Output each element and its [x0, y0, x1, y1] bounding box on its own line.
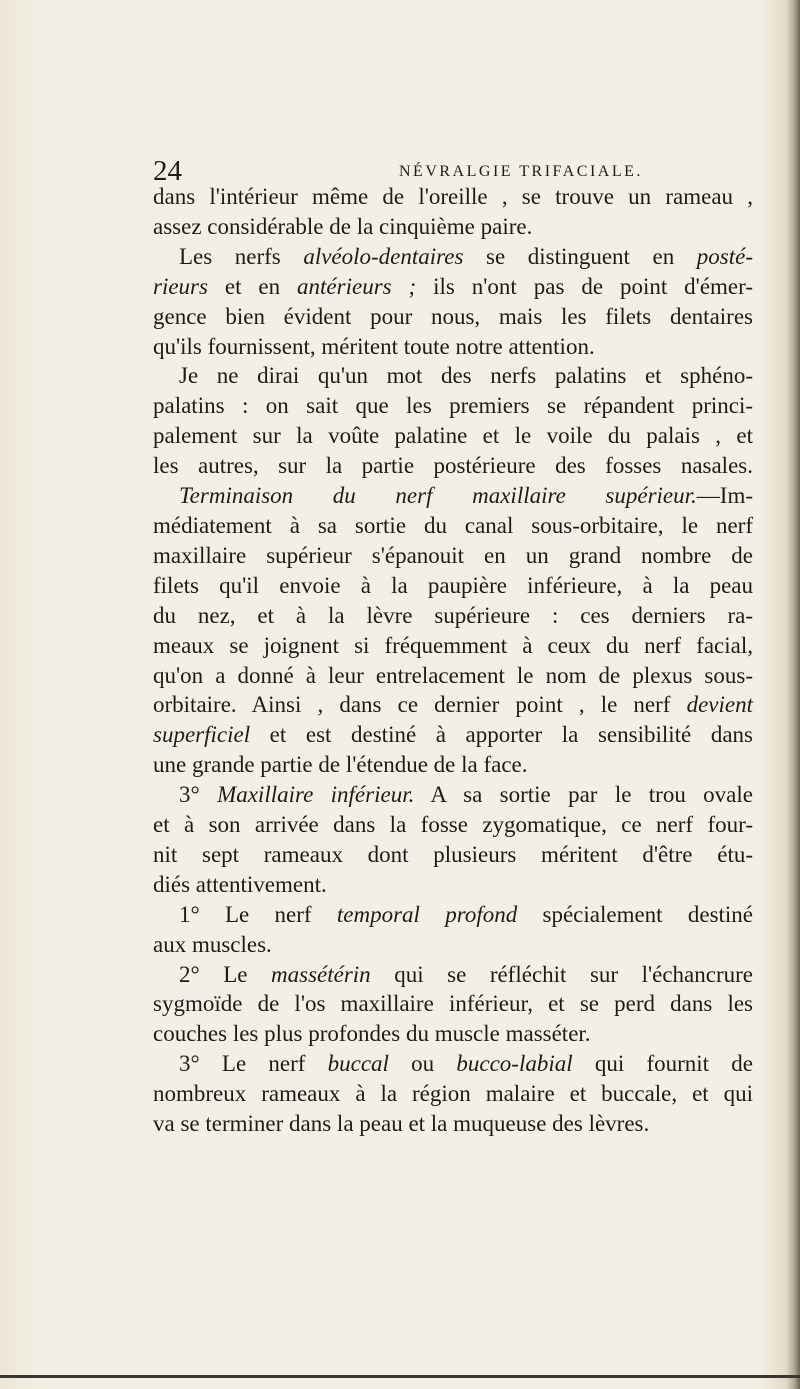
- italic-term: bucco-labial: [456, 1051, 573, 1077]
- text-line: [153, 302, 753, 332]
- text-segment: Je ne dirai qu'un mot des nerfs palatins et sphéno-: [179, 363, 753, 389]
- text-line: [153, 690, 753, 720]
- text-segment: meaux se joignent si fréquemment à ceux du nerf facial,: [153, 632, 753, 658]
- text-segment: qu'on a donné à leur entrelacement le nom de plexus sous-: [153, 662, 753, 688]
- page-number: 24: [153, 155, 182, 187]
- text-segment: palement sur la voûte palatine et le voile du palais , et: [153, 423, 753, 449]
- text-line: [153, 601, 753, 631]
- text-segment: et est destiné à apporter la sensibilité dans: [250, 722, 753, 748]
- text-line: [153, 1079, 753, 1109]
- text-segment: maxillaire supérieur s'épanouit en un grand nombre de: [153, 542, 753, 568]
- italic-term: devient: [686, 692, 753, 718]
- text-segment: gence bien évident pour nous, mais les filets dentaires: [153, 303, 753, 329]
- text-line: [153, 361, 753, 391]
- text-segment: qui se réfléchit sur l'échancrure: [370, 961, 753, 987]
- text-line: [153, 870, 753, 900]
- italic-term: posté-: [696, 243, 754, 269]
- text-segment: aux muscles.: [153, 931, 272, 957]
- italic-term: rieurs: [153, 273, 208, 299]
- running-head: NÉVRALGIE TRIFACIALE.: [399, 163, 643, 180]
- text-segment: médiatement à sa sortie du canal sous-orbitaire, le nerf: [153, 512, 753, 538]
- page-edge-shadow: [786, 0, 800, 1389]
- text-segment: 2° Le: [179, 961, 272, 987]
- text-segment: nombreux rameaux à la région malaire et buccale, et qui: [153, 1081, 753, 1107]
- text-line: [153, 272, 753, 302]
- text-segment: qu'ils fournissent, méritent toute notre attention.: [153, 333, 595, 359]
- text-line: [153, 960, 753, 990]
- text-segment: Les nerfs: [179, 243, 304, 269]
- text-segment: orbitaire. Ainsi , dans ce dernier point , le nerf: [153, 692, 687, 718]
- text-segment: une grande partie de l'étendue de la face.: [153, 752, 528, 778]
- italic-term: Terminaison du nerf maxillaire supérieur.: [179, 483, 697, 509]
- text-segment: —Im-: [696, 483, 753, 509]
- text-line: [153, 631, 753, 661]
- bottom-rule: [0, 1375, 800, 1378]
- text-segment: se distinguent en: [463, 243, 697, 269]
- text-segment: nit sept rameaux dont plusieurs méritent d'être étu-: [153, 841, 753, 867]
- body-text: [153, 182, 753, 1139]
- text-line: [153, 1049, 753, 1079]
- text-line: [153, 810, 753, 840]
- text-line: [153, 750, 753, 780]
- text-line: [153, 1109, 753, 1139]
- text-segment: qui fournit de: [572, 1051, 753, 1077]
- text-segment: 1° Le nerf: [179, 901, 337, 927]
- text-segment: A sa sortie par le trou ovale: [414, 782, 753, 808]
- italic-term: antérieurs ;: [297, 273, 417, 299]
- text-segment: diés attentivement.: [153, 871, 327, 897]
- text-line: [153, 421, 753, 451]
- text-line: [153, 511, 753, 541]
- text-segment: dans l'intérieur même de l'oreille , se trouve un rameau ,: [153, 184, 753, 209]
- text-segment: va se terminer dans la peau et la muqueuse des lèvres.: [153, 1111, 650, 1137]
- text-segment: couches les plus profondes du muscle masséter.: [153, 1021, 591, 1047]
- text-segment: les autres, sur la partie postérieure des fosses nasales.: [153, 453, 753, 479]
- italic-term: superficiel: [153, 722, 251, 748]
- text-line: [153, 571, 753, 601]
- italic-term: buccal: [327, 1051, 389, 1077]
- text-line: [153, 661, 753, 691]
- text-line: [153, 182, 753, 212]
- text-line: [153, 900, 753, 930]
- text-line: [153, 212, 753, 242]
- text-line: [153, 332, 753, 362]
- text-line: [153, 840, 753, 870]
- italic-term: massétérin: [271, 961, 371, 987]
- text-line: [153, 391, 753, 421]
- text-line: [153, 541, 753, 571]
- text-line: [153, 780, 753, 810]
- italic-term: alvéolo-dentaires: [303, 243, 464, 269]
- italic-term: Maxillaire inférieur.: [217, 782, 415, 808]
- text-line: [153, 930, 753, 960]
- text-segment: et en: [207, 273, 298, 299]
- text-line: [153, 720, 753, 750]
- text-line: [153, 451, 753, 481]
- text-line: [153, 242, 753, 272]
- text-segment: sygmoïde de l'os maxillaire inférieur, et se perd dans les: [153, 991, 753, 1017]
- text-line: [153, 1019, 753, 1049]
- text-segment: du nez, et à la lèvre supérieure : ces derniers ra-: [153, 602, 753, 628]
- text-segment: et à son arrivée dans la fosse zygomatique, ce nerf four-: [153, 812, 753, 838]
- text-segment: filets qu'il envoie à la paupière inférieure, à la peau: [153, 572, 753, 598]
- text-line: [153, 481, 753, 511]
- text-segment: ou: [388, 1051, 457, 1077]
- text-segment: ils n'ont pas de point d'émer-: [416, 273, 753, 299]
- italic-term: temporal profond: [336, 901, 518, 927]
- text-segment: palatins : on sait que les premiers se répandent princi-: [153, 393, 753, 419]
- text-segment: spécialement destiné: [517, 901, 754, 927]
- text-segment: 3° Le nerf: [179, 1051, 328, 1077]
- text-segment: 3°: [179, 782, 218, 808]
- text-segment: assez considérable de la cinquième paire.: [153, 213, 533, 239]
- text-line: [153, 989, 753, 1019]
